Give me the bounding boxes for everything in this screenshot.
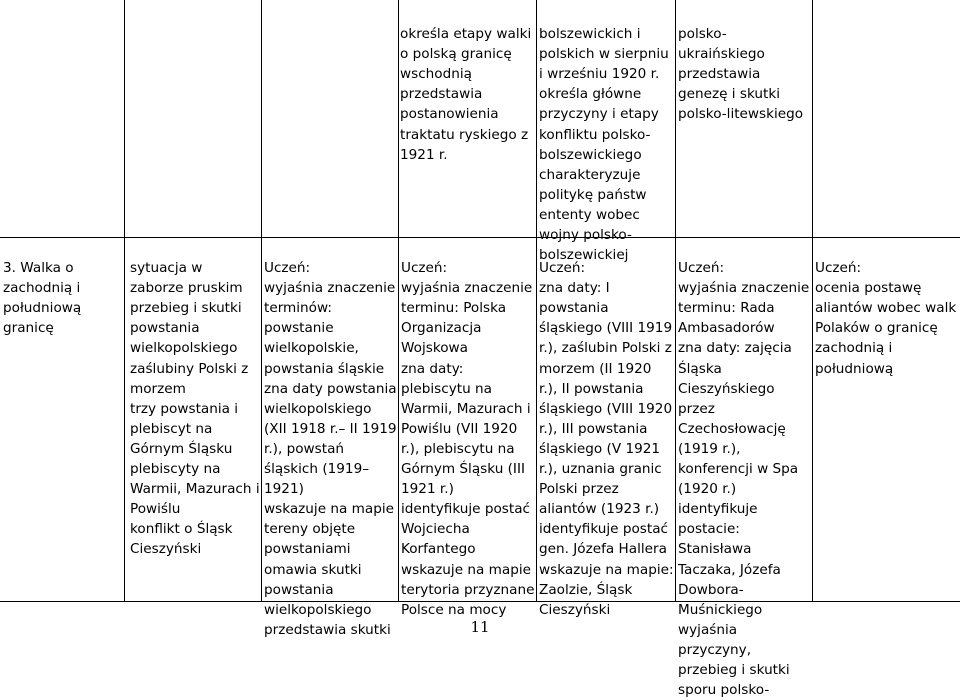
requirements-col3 [401,238,536,620]
requirements-col4 [539,238,674,620]
table-border [261,0,262,602]
table-border [398,0,399,602]
top-cell-col3 [400,4,536,165]
table-border [536,0,537,602]
cell-text: bolszewickich i polskich w sierpniu i wrześniu 1920 r. określa główne przyczyny i etapy konfliktu polsko-bolszewickiego charakteryzuje politykę państw ententy wobec wojny polsko-bolszewickiej [539,26,669,264]
topic-cell [3,238,122,338]
cell-text: Uczeń: zna daty: I powstania śląskiego (VIII 1919 r.), zaślubin Polski z morzem (II 1920 r.), II powstania śląskiego (VIII 1920 r.), III powstania śląskiego (V 1921 r.), uznania granic Polski przez aliantów (1923 r.) identyfikuje postać gen. Józefa Hallera wskazuje na mapie: Zaolzie, Śląsk Cieszyński [539,260,674,618]
requirements-col6 [815,238,958,379]
page-number: 11 [470,618,490,636]
cell-text: Uczeń: wyjaśnia znaczenie terminu: Polska Organizacja Wojskowa zna daty: plebiscytu na Warmii, Mazurach i Powiślu (VII 1920 r.), plebiscytu na Górnym Śląsku (III 1921 r.) identyfikuje postać Wojciecha Korfantego wskazuje na mapie terytoria przyznane Polsce na mocy [401,260,535,618]
top-cell-col4 [539,4,674,265]
cell-text: określa etapy walki o polską granicę wschodnią przedstawia postanowienia traktatu ryskiego z 1921 r. [400,26,532,163]
table-border [124,0,125,602]
table-border [675,0,676,602]
topic-title: 3. Walka o zachodnią i południową granicę [3,260,82,337]
cell-text: sytuacja w zaborze pruskim przebieg i skutki powstania wielkopolskiego zaślubiny Polski z morzem trzy powstania i plebiscyt na Górnym Śląsku plebiscyty na Warmii, Mazurach i Powiślu konflikt o Śląsk Cieszyński [130,260,260,558]
cell-text: Uczeń: ocenia postawę aliantów wobec walk Polaków o granicę zachodnią i południową [815,260,957,377]
table-border [812,0,813,602]
content-cell [130,238,260,560]
cell-text: Uczeń: wyjaśnia znaczenie terminu: Rada Ambasadorów zna daty: zajęcia Śląska Cieszyńskiego przez Czechosłowację (1919 r.), konferencji w Spa (1920 r.) identyfikuje postacie: Stanisława Taczaka, Józefa Dowbora-Muśnickiego wyjaśnia przyczyny, przebieg i skutki sporu polsko- [678,260,810,699]
requirements-col2 [264,238,398,640]
cell-text: polsko-ukraińskiego przedstawia genezę i skutki polsko-litewskiego [678,26,804,123]
cell-text: Uczeń: wyjaśnia znaczenie terminów: powstanie wielkopolskie, powstania śląskie zna daty powstania wielkopolskiego (XII 1918 r.– II 1919 r.), powstań śląskich (1919–1921) wskazuje na mapie tereny objęte powstaniami omawia skutki powstania wielkopolskiego przedstawia skutki [264,260,397,638]
top-cell-col5 [678,4,810,125]
